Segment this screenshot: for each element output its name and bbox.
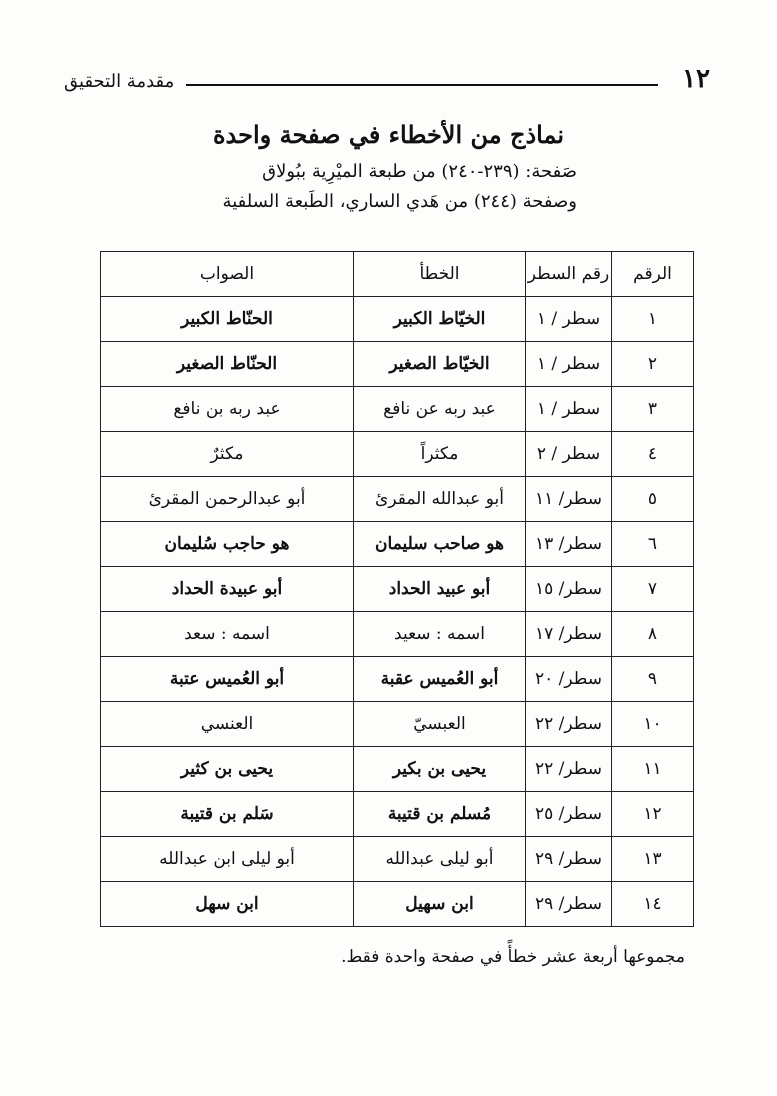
row-number-cell: ٥	[612, 477, 694, 522]
table-row	[101, 567, 694, 612]
table-row	[101, 702, 694, 747]
correction-cell: سَلم بن قتيبة	[101, 792, 354, 837]
correction-cell: أبو العُميس عتبة	[101, 657, 354, 702]
header-line-number: رقم السطر	[526, 252, 612, 297]
source-line-1: صَفحة: (٢٣٩-٢٤٠) من طبعة الميْرِية ببُولاق	[262, 161, 577, 182]
error-cell: يحيى بن بكير	[354, 747, 526, 792]
error-cell: أبو ليلى عبدالله	[354, 837, 526, 882]
table-row	[101, 387, 694, 432]
row-number-cell: ١٠	[612, 702, 694, 747]
row-number-cell: ١	[612, 297, 694, 342]
correction-cell: مكثرٌ	[101, 432, 354, 477]
errata-table-body	[101, 297, 694, 927]
line-number-cell: سطر/ ١٣	[526, 522, 612, 567]
header-error: الخطأ	[354, 252, 526, 297]
page-header	[64, 60, 710, 100]
error-cell: أبو عبيد الحداد	[354, 567, 526, 612]
table-row	[101, 747, 694, 792]
row-number-cell: ٢	[612, 342, 694, 387]
table-row	[101, 432, 694, 477]
header-number: الرقم	[612, 252, 694, 297]
table-row	[101, 342, 694, 387]
correction-cell: هو حاجب سُليمان	[101, 522, 354, 567]
row-number-cell: ٨	[612, 612, 694, 657]
line-number-cell: سطر/ ٢٥	[526, 792, 612, 837]
table-row	[101, 477, 694, 522]
row-number-cell: ١٣	[612, 837, 694, 882]
row-number-cell: ١١	[612, 747, 694, 792]
line-number-cell: سطر/ ٢٩	[526, 837, 612, 882]
error-cell: مُسلم بن قتيبة	[354, 792, 526, 837]
correction-cell: ابن سهل	[101, 882, 354, 927]
source-line-2: وصفحة (٢٤٤) من هَدي الساري، الطَبعة السلفية	[222, 191, 577, 212]
errata-table	[100, 251, 694, 927]
error-cell: هو صاحب سليمان	[354, 522, 526, 567]
line-number-cell: سطر/ ٢٢	[526, 747, 612, 792]
header-correction: الصواب	[101, 252, 354, 297]
running-head: مقدمة التحقيق	[64, 71, 175, 92]
footer-note: مجموعها أربعة عشر خطأً في صفحة واحدة فقط.	[341, 947, 685, 967]
line-number-cell: سطر/ ٢٩	[526, 882, 612, 927]
row-number-cell: ٣	[612, 387, 694, 432]
row-number-cell: ٦	[612, 522, 694, 567]
table-row	[101, 882, 694, 927]
row-number-cell: ٩	[612, 657, 694, 702]
row-number-cell: ٧	[612, 567, 694, 612]
table-row	[101, 297, 694, 342]
correction-cell: اسمه : سعد	[101, 612, 354, 657]
row-number-cell: ١٢	[612, 792, 694, 837]
error-cell: الخيّاط الكبير	[354, 297, 526, 342]
correction-cell: الحنّاط الصغير	[101, 342, 354, 387]
page-number: ١٢	[682, 64, 710, 94]
line-number-cell: سطر / ١	[526, 387, 612, 432]
line-number-cell: سطر/ ١١	[526, 477, 612, 522]
row-number-cell: ٤	[612, 432, 694, 477]
correction-cell: الحنّاط الكبير	[101, 297, 354, 342]
header-rule	[186, 84, 658, 86]
line-number-cell: سطر/ ٢٢	[526, 702, 612, 747]
correction-cell: عبد ربه بن نافع	[101, 387, 354, 432]
error-cell: أبو عبدالله المقرئ	[354, 477, 526, 522]
row-number-cell: ١٤	[612, 882, 694, 927]
line-number-cell: سطر/ ١٥	[526, 567, 612, 612]
correction-cell: يحيى بن كثير	[101, 747, 354, 792]
table-row	[101, 837, 694, 882]
error-cell: الخيّاط الصغير	[354, 342, 526, 387]
error-cell: عبد ربه عن نافع	[354, 387, 526, 432]
error-cell: أبو العُميس عقبة	[354, 657, 526, 702]
table-row	[101, 522, 694, 567]
section-title: نماذج من الأخطاء في صفحة واحدة	[212, 120, 565, 149]
line-number-cell: سطر / ٢	[526, 432, 612, 477]
table-row	[101, 657, 694, 702]
correction-cell: أبو عبيدة الحداد	[101, 567, 354, 612]
error-cell: ابن سهيل	[354, 882, 526, 927]
table-row	[101, 612, 694, 657]
correction-cell: أبو عبدالرحمن المقرئ	[101, 477, 354, 522]
correction-cell: أبو ليلى ابن عبدالله	[101, 837, 354, 882]
error-cell: مكثراً	[354, 432, 526, 477]
table-header-row	[101, 252, 694, 297]
line-number-cell: سطر/ ١٧	[526, 612, 612, 657]
line-number-cell: سطر / ١	[526, 342, 612, 387]
error-cell: العبسيّ	[354, 702, 526, 747]
error-cell: اسمه : سعيد	[354, 612, 526, 657]
correction-cell: العنسي	[101, 702, 354, 747]
line-number-cell: سطر/ ٢٠	[526, 657, 612, 702]
table-row	[101, 792, 694, 837]
line-number-cell: سطر / ١	[526, 297, 612, 342]
